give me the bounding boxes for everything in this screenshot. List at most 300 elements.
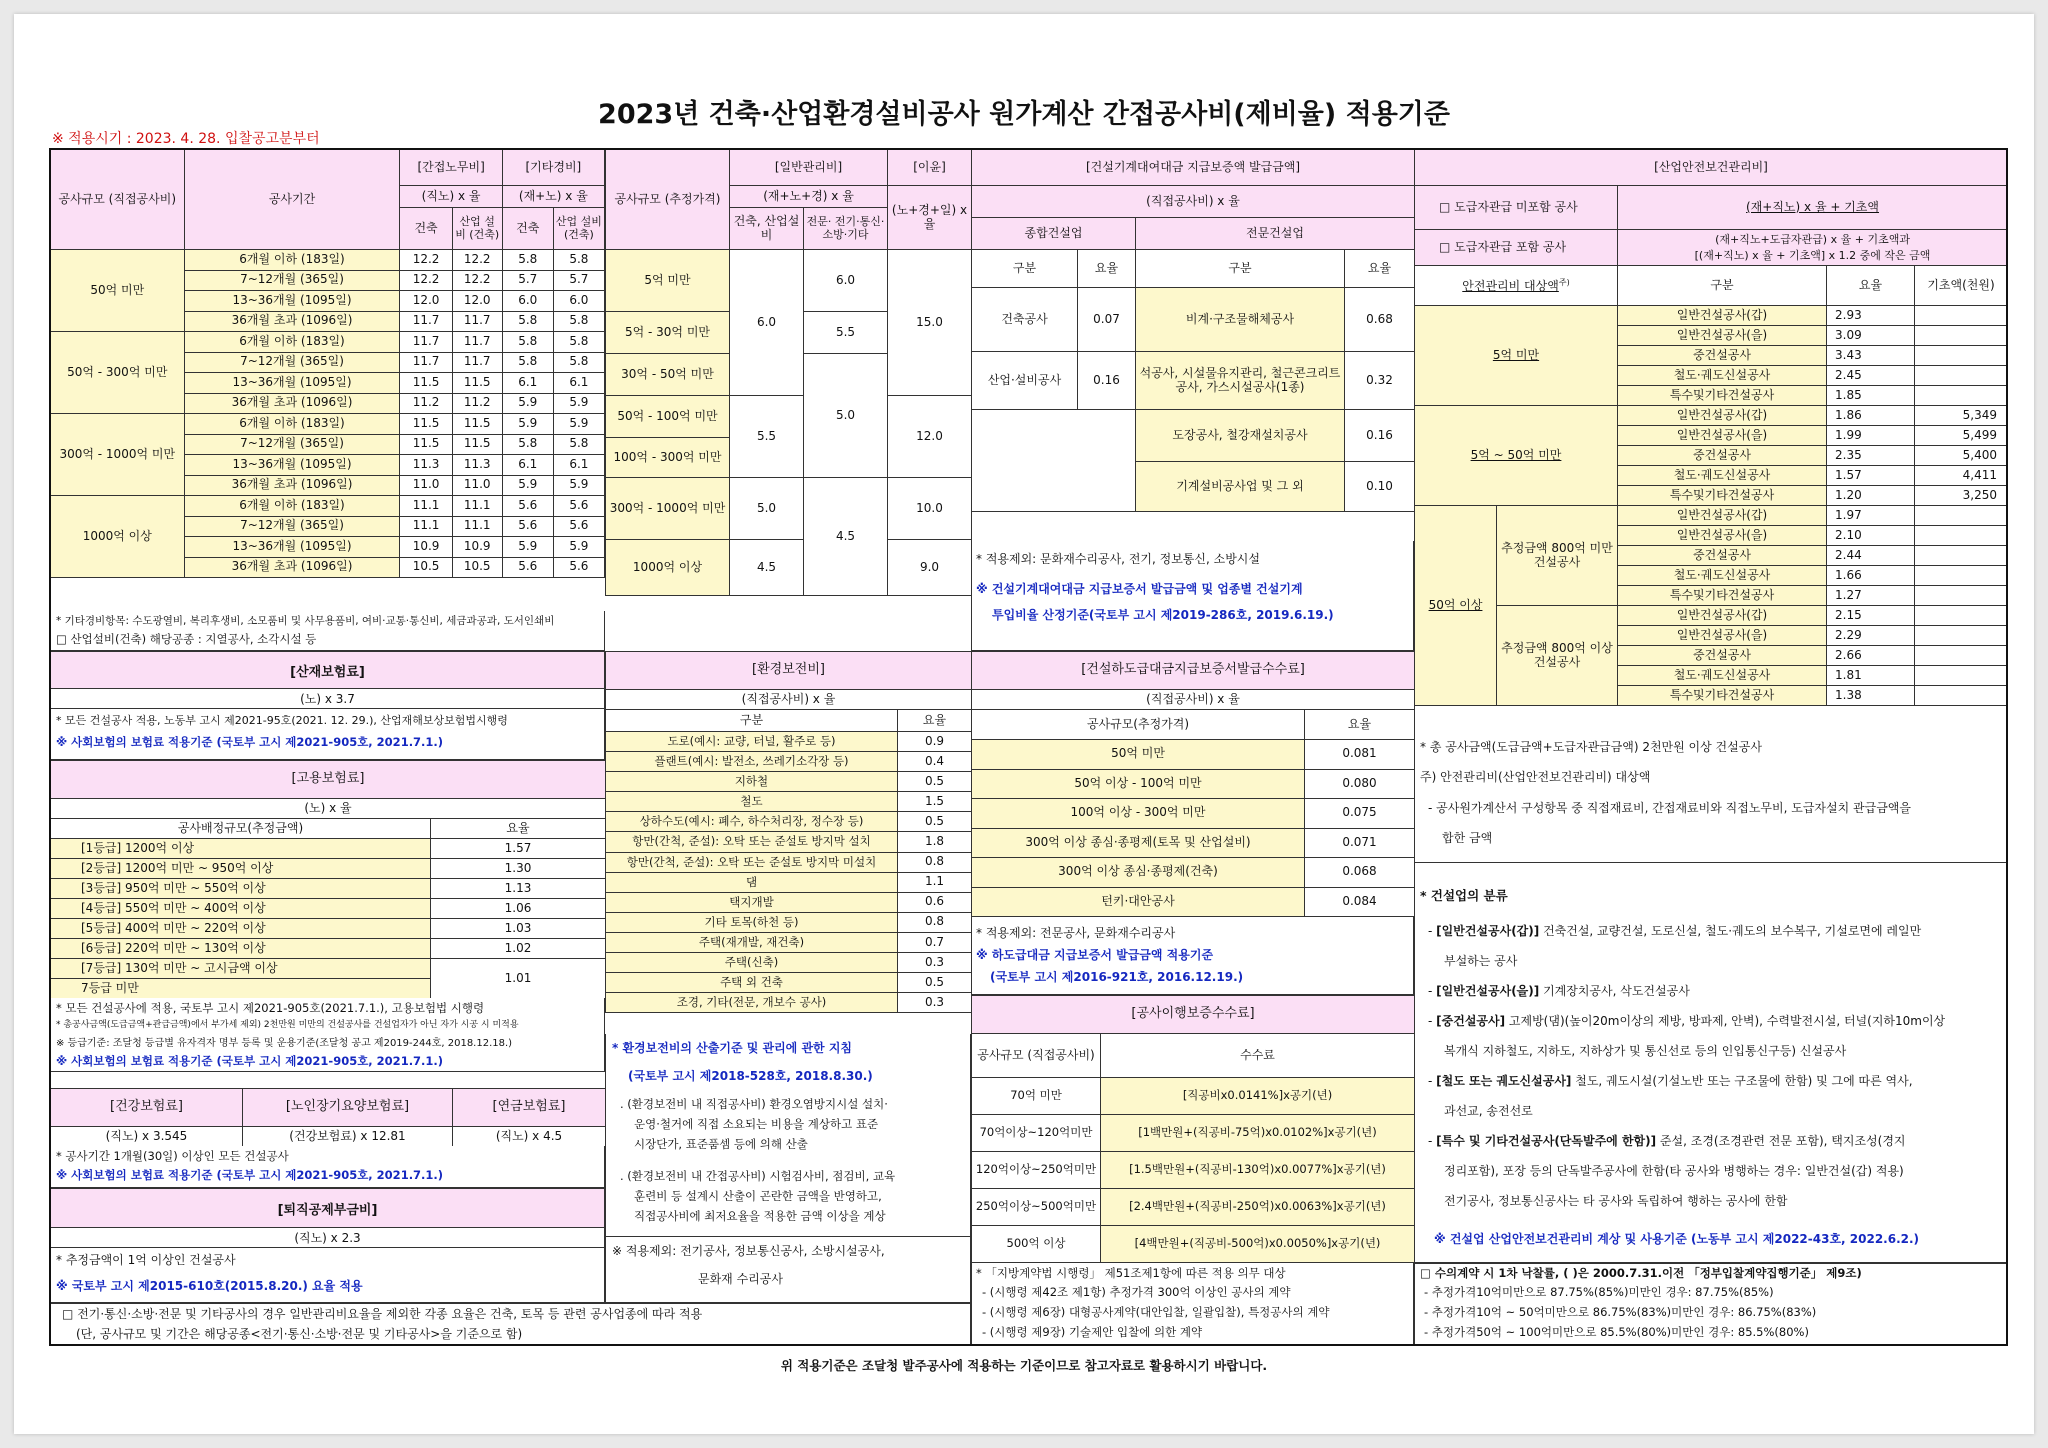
- rate-cell: 5.9: [553, 393, 604, 414]
- rate-cell: 11.1: [400, 516, 452, 537]
- sub-scale: 300억 이상 종심·종평제(토목 및 산업설비): [972, 828, 1305, 858]
- rental-spec-kind: 석공사, 시설물유지관리, 철근콘크리트공사, 가스시설공사(1종): [1136, 352, 1345, 410]
- rate-cell: 11.7: [400, 352, 452, 373]
- safety-base-empty: [1915, 566, 2008, 586]
- retirement-note-1: * 추정금액이 1억 이상인 건설공사: [56, 1253, 236, 1267]
- profit-val: 15.0: [888, 250, 972, 396]
- employment-grade: [7등급] 130억 미만 ~ 고시금액 이상: [51, 959, 431, 979]
- rental-spec-rate: 0.16: [1345, 410, 1415, 462]
- classification-note: ※ 건설업 산업안전보건관리비 계상 및 사용기준 (노동부 고시 제2022-43호, 2022.6.2.): [1434, 1232, 1920, 1246]
- env-kind: 주택 외 건축: [606, 973, 898, 993]
- classification-item: - [일반건설공사(을)] 기계장치공사, 삭도건설공사: [1428, 984, 1690, 998]
- health-note-2: ※ 사회보험의 보험료 적용기준 (국토부 고시 제2021-905호, 2021.7.1.): [56, 1168, 444, 1182]
- safety-kind: 중건설공사: [1618, 346, 1827, 366]
- gm-scale: 5억 미만: [606, 250, 730, 312]
- employment-h-rate: 요율: [431, 819, 606, 839]
- period-cell: 7~12개월 (365일): [184, 352, 400, 373]
- health-pension-table: [50, 1088, 606, 1147]
- period-cell: 7~12개월 (365일): [184, 516, 400, 537]
- safety-base-empty: [1915, 346, 2008, 366]
- period-cell: 36개월 초과 (1096일): [184, 393, 400, 414]
- period-cell: 7~12개월 (365일): [184, 270, 400, 291]
- classification-heading: [일반건설공사(을)]: [1436, 984, 1540, 998]
- safety-kind: 철도·궤도신설공사: [1618, 566, 1827, 586]
- env-rate: 0.5: [898, 973, 972, 993]
- rate-cell: 12.0: [400, 291, 452, 312]
- safety-rate: 2.93: [1827, 306, 1915, 326]
- perf-h-fee: 수수료: [1101, 1034, 1415, 1078]
- scale-group: 50억 - 300억 미만: [51, 332, 185, 414]
- safety-kind: 일반건설공사(갑): [1618, 406, 1827, 426]
- rate-cell: 5.8: [553, 332, 604, 353]
- safety-kind: 중건설공사: [1618, 646, 1827, 666]
- safety-h-target: 안전관리비 대상액$^{주)}$: [1415, 266, 1618, 306]
- env-kind: 기타 토목(하천 등): [606, 912, 898, 932]
- rental-spec-kind: 기계설비공사업 및 그 외: [1136, 462, 1345, 512]
- safety-rate: 3.43: [1827, 346, 1915, 366]
- employment-insurance-table: [50, 760, 606, 999]
- retirement-title: [퇴직공제부금비]: [50, 1188, 605, 1228]
- gm-scale: 50억 - 100억 미만: [606, 396, 730, 438]
- safety-rate: 1.27: [1827, 586, 1915, 606]
- sub-rate: 0.071: [1305, 828, 1415, 858]
- rate-cell: 5.9: [553, 414, 604, 435]
- perf-fee: [4백만원+(직공비-500억)x0.0050%]x공기(년): [1101, 1226, 1415, 1263]
- safety-kind: 특수및기타건설공사: [1618, 486, 1827, 506]
- safety-rate: 3.09: [1827, 326, 1915, 346]
- rate-cell: 5.9: [553, 537, 604, 558]
- safety-case2-formula1: (재+직노+도급자관급) x 율 + 기초액과: [1715, 233, 1910, 247]
- employment-grade: [4등급] 550억 미만 ~ 400억 이상: [51, 899, 431, 919]
- pension-title: [연금보험료]: [453, 1089, 606, 1127]
- env-kind: 주택(신축): [606, 953, 898, 973]
- safety-kind: 일반건설공사(을): [1618, 326, 1827, 346]
- rate-cell: 5.7: [553, 270, 604, 291]
- rate-cell: 5.8: [553, 434, 604, 455]
- env-note-8: 직접공사비에 최저요율을 적용한 금액 이상을 계상: [634, 1209, 886, 1223]
- rate-cell: 10.9: [452, 537, 502, 558]
- env-rate: 0.8: [898, 912, 972, 932]
- safety-base-empty: [1915, 626, 2008, 646]
- gm-c2: 5.5: [804, 312, 888, 354]
- rate-cell: 5.6: [553, 496, 604, 517]
- env-note-6: . (환경보전비 내 간접공사비) 시험검사비, 점검비, 교육: [620, 1169, 896, 1183]
- rate-cell: 11.5: [452, 373, 502, 394]
- env-rate: 0.7: [898, 932, 972, 952]
- safety-note-2: 주) 안전관리비(산업안전보건관리비) 대상액: [1420, 770, 1651, 784]
- env-note-9: ※ 적용제외: 전기공사, 정보통신공사, 소방시설공사,: [612, 1244, 885, 1258]
- safety-rate: 1.57: [1827, 466, 1915, 486]
- safety-group-3: 50억 이상: [1415, 506, 1497, 706]
- classification-text: 철도, 궤도시설(기설노반 또는 구조물에 한함) 및 그에 따른 역사,: [1571, 1074, 1913, 1088]
- classification-item: - [철도 또는 궤도신설공사] 철도, 궤도시설(기설노반 또는 구조물에 한함) 및 그에 따른 역사,: [1428, 1074, 1913, 1088]
- employment-rate: 1.06: [431, 899, 606, 919]
- env-kind: 상하수도(예시: 폐수, 하수처리장, 정수장 등): [606, 812, 898, 832]
- sub-rate: 0.081: [1305, 740, 1415, 770]
- classification-title: * 건설업의 분류: [1420, 888, 1508, 903]
- safety-group-2: 5억 ~ 50억 미만: [1415, 406, 1618, 506]
- safety-note-1: * 총 공사금액(도급금액+도급자관급금액) 2천만원 이상 건설공사: [1420, 740, 1762, 754]
- safety-rate: 2.15: [1827, 606, 1915, 626]
- env-rate: 0.5: [898, 772, 972, 792]
- safety-base: 4,411: [1915, 466, 2008, 486]
- rate-cell: 5.8: [502, 311, 553, 332]
- rate-cell: 11.0: [452, 475, 502, 496]
- green-note-2: - 추정가격10억미만으로 87.75%(85%)미만인 경우: 87.75%(85%): [1424, 1285, 1774, 1299]
- env-note-3: . (환경보전비 내 직접공사비) 환경오염방지시설 설치·: [620, 1097, 888, 1111]
- safety-rate: 1.20: [1827, 486, 1915, 506]
- general-admin-table: [605, 149, 972, 596]
- classification-text-2: 복개식 지하철도, 지하도, 지하상가 및 통신선로 등의 인입통신구등) 신설공사: [1444, 1044, 1847, 1058]
- profit-formula: (노+경+일) x 율: [888, 186, 972, 250]
- sub-h-scale: 공사규모(추정가격): [972, 710, 1305, 740]
- industrial-note-2: ※ 사회보험의 보험료 적용기준 (국토부 고시 제2021-905호, 2021.7.1.): [56, 735, 444, 749]
- safety-base-empty: [1915, 526, 2008, 546]
- rate-cell: 5.8: [502, 352, 553, 373]
- period-cell: 13~36개월 (1095일): [184, 455, 400, 476]
- safety-title: [산업안전보건관리비]: [1415, 150, 2008, 186]
- document-sheet: [14, 14, 2034, 1434]
- perf-note-3: - (시행령 제6장) 대형공사계약(대안입찰, 일괄입찰), 특정공사의 계약: [982, 1305, 1330, 1319]
- profit-header: [이윤]: [888, 150, 972, 186]
- perf-fee: [직공비x0.0141%]x공기(년): [1101, 1078, 1415, 1115]
- env-rate: 0.6: [898, 892, 972, 912]
- rate-cell: 12.2: [452, 270, 502, 291]
- environment-cost-table: [605, 651, 972, 1013]
- safety-rate: 1.81: [1827, 666, 1915, 686]
- employment-h-scale: 공사배정규모(추정금액): [51, 819, 431, 839]
- safety-case1-formula: (재+직노) x 율 + 기초액: [1618, 186, 2008, 230]
- env-title: [환경보전비]: [606, 652, 972, 690]
- rate-cell: 5.8: [553, 311, 604, 332]
- env-rate: 0.5: [898, 812, 972, 832]
- env-rate: 0.9: [898, 732, 972, 752]
- rate-cell: 11.7: [452, 311, 502, 332]
- period-cell: 6개월 이하 (183일): [184, 250, 400, 271]
- employment-rate: 1.30: [431, 859, 606, 879]
- rate-cell: 6.1: [502, 373, 553, 394]
- safety-rate: 1.99: [1827, 426, 1915, 446]
- sub-title: [건설하도급대금지급보증서발급수수료]: [972, 652, 1415, 690]
- safety-h-rate: 요율: [1827, 266, 1915, 306]
- health-title: [건강보험료]: [51, 1089, 243, 1127]
- safety-base-empty: [1915, 386, 2008, 406]
- safety-base-empty: [1915, 306, 2008, 326]
- gm-c2: 6.0: [804, 250, 888, 312]
- employment-rate: 1.02: [431, 939, 606, 959]
- rental-gen-kind: 건축공사: [972, 288, 1078, 352]
- classification-text: 준설, 조경(조경관련 전문 포함), 택지조성(경지: [1656, 1134, 1906, 1148]
- rate-cell: 5.8: [553, 352, 604, 373]
- perf-fee: [1.5백만원+(직공비-130억)x0.0077%]x공기(년): [1101, 1152, 1415, 1189]
- safety-rate: 1.66: [1827, 566, 1915, 586]
- period-cell: 36개월 초과 (1096일): [184, 475, 400, 496]
- rate-cell: 11.5: [400, 434, 452, 455]
- sub-rate: 0.068: [1305, 858, 1415, 888]
- classification-heading: [철도 또는 궤도신설공사]: [1436, 1074, 1572, 1088]
- equipment-rental-table: [971, 149, 1415, 512]
- green-note-1: □ 수의계약 시 1차 낙찰률, ( )은 2000.7.31.이전 「정부입찰계약집행기준」 제9조): [1420, 1266, 1862, 1280]
- rental-spec-rate: 0.32: [1345, 352, 1415, 410]
- rate-cell: 6.0: [502, 291, 553, 312]
- rate-cell: 5.7: [502, 270, 553, 291]
- safety-base-empty: [1915, 646, 2008, 666]
- safety-kind: 일반건설공사(갑): [1618, 506, 1827, 526]
- safety-kind: 철도·궤도신설공사: [1618, 466, 1827, 486]
- rate-cell: 5.8: [502, 250, 553, 271]
- labor-formula: (직노) x 율: [400, 186, 502, 208]
- sub-scale: 50억 미만: [972, 740, 1305, 770]
- classification-heading: [일반건설공사(갑)]: [1436, 924, 1540, 938]
- employment-note-1: * 모든 건설공사에 적용, 국토부 고시 제2021-905호(2021.7.1.), 고용보험법 시행령: [56, 1001, 485, 1015]
- safety-base: 3,250: [1915, 486, 2008, 506]
- safety-kind: 일반건설공사(을): [1618, 526, 1827, 546]
- retirement-formula: (직노) x 2.3: [50, 1228, 605, 1248]
- safety-rate: 1.86: [1827, 406, 1915, 426]
- bottom-note-1: □ 전기·통신·소방·전문 및 기타공사의 경우 일반관리비요율을 제외한 각종 요율은 건축, 토목 등 관련 공사업종에 따라 적용: [62, 1307, 703, 1321]
- safety-base-empty: [1915, 506, 2008, 526]
- gm-col2: 전문· 전기·통신· 소방·기타: [804, 208, 888, 250]
- scale-group: 50억 미만: [51, 250, 185, 332]
- rate-cell: 5.8: [553, 250, 604, 271]
- env-kind: 도로(예시: 교량, 터널, 활주로 등): [606, 732, 898, 752]
- classification-item: - [중건설공사] 고제방(댐)(높이20m이상의 제방, 방파제, 안벽), 수력발전시설, 터널(지하10m이상: [1428, 1014, 1946, 1028]
- safety-base-empty: [1915, 326, 2008, 346]
- env-note-2: (국토부 고시 제2018-528호, 2018.8.30.): [628, 1069, 873, 1083]
- sub-note-1: * 적용제외: 전문공사, 문화재수리공사: [976, 926, 1176, 940]
- classification-item: - [일반건설공사(갑)] 건축건설, 교량건설, 도로신설, 철도·궤도의 보수복구, 기설로면에 레일만: [1428, 924, 1922, 938]
- rental-h-rate: 요율: [1078, 250, 1136, 288]
- rate-cell: 11.5: [452, 414, 502, 435]
- rental-spec-rate: 0.10: [1345, 462, 1415, 512]
- env-rate: 1.5: [898, 792, 972, 812]
- env-kind: 항만(간척, 준설): 오탁 또는 준설토 방지막 설치: [606, 832, 898, 852]
- employment-note-2: * 총공사금액(도급금액+관급금액)에서 부가세 제외) 2천만원 미만의 건설공사를 건설업자가 아닌 자가 시공 시 미적용: [56, 1020, 519, 1030]
- period-cell: 13~36개월 (1095일): [184, 537, 400, 558]
- sub-rate: 0.075: [1305, 799, 1415, 829]
- sub-scale: 300억 이상 종심·종평제(건축): [972, 858, 1305, 888]
- employment-grade: [5등급] 400억 미만 ~ 220억 이상: [51, 919, 431, 939]
- safety-case2: □ 도급자관급 포함 공사: [1415, 230, 1618, 266]
- rental-spec-kind: 도장공사, 철강재설치공사: [1136, 410, 1345, 462]
- gm-c2: 5.0: [804, 354, 888, 478]
- period-cell: 6개월 이하 (183일): [184, 496, 400, 517]
- env-note-5: 시장단가, 표준품셈 등에 의해 산출: [634, 1137, 808, 1151]
- env-kind: 플랜트(예시: 발전소, 쓰레기소각장 등): [606, 752, 898, 772]
- classification-text-2: 정리포함), 포장 등의 단독발주공사에 한함(타 공사와 병행하는 경우: 일반건설(갑) 적용): [1444, 1164, 1904, 1178]
- rate-cell: 5.9: [502, 475, 553, 496]
- safety-h-target-label: 안전관리비 대상액: [1462, 278, 1559, 293]
- retirement-note-2: ※ 국토부 고시 제2015-610호(2015.8.20.) 요율 적용: [56, 1279, 363, 1293]
- col-ind: 산업 설비 (건축): [452, 208, 502, 250]
- perf-scale: 500억 이상: [972, 1226, 1101, 1263]
- rate-cell: 5.6: [553, 516, 604, 537]
- rental-spec-header: 전문건설업: [1136, 218, 1415, 250]
- period-cell: 6개월 이하 (183일): [184, 414, 400, 435]
- sub-note-3: (국토부 고시 제2016-921호, 2016.12.19.): [990, 970, 1244, 984]
- classification-text: 고제방(댐)(높이20m이상의 제방, 방파제, 안벽), 수력발전시설, 터널(지하10m이상: [1505, 1014, 1946, 1028]
- rate-cell: 5.8: [502, 332, 553, 353]
- col-ind2: 산업 설비 (건축): [553, 208, 604, 250]
- rate-cell: 11.3: [452, 455, 502, 476]
- etc-formula: (재+노) x 율: [502, 186, 604, 208]
- rate-cell: 11.5: [400, 373, 452, 394]
- employment-grade: [2등급] 1200억 미만 ~ 950억 이상: [51, 859, 431, 879]
- profit-val: 10.0: [888, 478, 972, 540]
- page-title: 2023년 건축·산업환경설비공사 원가계산 간접공사비(제비율) 적용기준: [598, 99, 1450, 130]
- classification-text-2: 과선교, 송전선로: [1444, 1104, 1533, 1118]
- env-h-kind: 구분: [606, 710, 898, 732]
- header-scale: 공사규모 (직접공사비): [51, 150, 185, 250]
- safety-kind: 중건설공사: [1618, 546, 1827, 566]
- rental-gen-kind: 산업·설비공사: [972, 352, 1078, 410]
- rate-cell: 5.6: [502, 496, 553, 517]
- perf-scale: 250억이상~500억미만: [972, 1189, 1101, 1226]
- rate-cell: 5.6: [502, 557, 553, 578]
- perf-h-scale: 공사규모 (직접공사비): [972, 1034, 1101, 1078]
- rate-cell: 11.2: [452, 393, 502, 414]
- rate-cell: 11.2: [400, 393, 452, 414]
- safety-note-4: 합한 금액: [1442, 831, 1493, 845]
- period-cell: 6개월 이하 (183일): [184, 332, 400, 353]
- green-note-4: - 추정가격50억 ~ 100억미만으로 85.5%(80%)미만인 경우: 85.5%(80%): [1424, 1325, 1809, 1339]
- employment-rate: 1.01: [431, 959, 606, 999]
- employment-rate: 1.13: [431, 879, 606, 899]
- gm-scale: 300억 - 1000억 미만: [606, 478, 730, 540]
- safety-h-base: 기초액(천원): [1915, 266, 2008, 306]
- env-rate: 0.3: [898, 953, 972, 973]
- sub-scale: 턴키·대안공사: [972, 887, 1305, 917]
- rate-cell: 6.1: [502, 455, 553, 476]
- care-title: [노인장기요양보험료]: [243, 1089, 453, 1127]
- env-h-rate: 요율: [898, 710, 972, 732]
- rate-cell: 10.9: [400, 537, 452, 558]
- perf-note-1: * 「지방계약법 시행령」 제51조제1항에 따른 적용 의무 대상: [976, 1266, 1286, 1280]
- safety-kind: 중건설공사: [1618, 446, 1827, 466]
- performance-fee-table: [971, 995, 1415, 1263]
- application-period: ※ 적용시기 : 2023. 4. 28. 입찰공고분부터: [52, 131, 320, 147]
- rental-h-kind2: 구분: [1136, 250, 1345, 288]
- perf-scale: 70억이상~120억미만: [972, 1115, 1101, 1152]
- safety-rate: 2.44: [1827, 546, 1915, 566]
- sub-scale: 50억 이상 - 100억 미만: [972, 769, 1305, 799]
- env-kind: 항만(간척, 준설): 오탁 또는 준설토 방지막 미설치: [606, 852, 898, 872]
- safety-kind: 철도·궤도신설공사: [1618, 366, 1827, 386]
- rate-cell: 6.1: [553, 455, 604, 476]
- bottom-note-2: (단, 공사규모 및 기간은 해당공종<전기·통신·소방·전문 및 기타공사>을 기준으로 함): [76, 1327, 523, 1341]
- safety-base-empty: [1915, 366, 2008, 386]
- header-period: 공사기간: [184, 150, 400, 250]
- care-formula: (건강보험료) x 12.81: [243, 1127, 453, 1147]
- col-arch: 건축: [400, 208, 452, 250]
- safety-base: 5,499: [1915, 426, 2008, 446]
- sub-rate: 0.080: [1305, 769, 1415, 799]
- env-rate: 0.3: [898, 993, 972, 1013]
- safety-base-empty: [1915, 586, 2008, 606]
- rate-cell: 11.5: [400, 414, 452, 435]
- perf-title: [공사이행보증수수료]: [972, 996, 1415, 1034]
- pension-formula: (직노) x 4.5: [453, 1127, 606, 1147]
- health-note-1: * 공사기간 1개월(30일) 이상인 모든 건설공사: [56, 1149, 289, 1163]
- perf-fee: [2.4백만원+(직공비-250억)x0.0063%]x공기(년): [1101, 1189, 1415, 1226]
- subcontract-fee-table: [971, 651, 1415, 917]
- rate-cell: 5.9: [502, 414, 553, 435]
- env-rate: 0.4: [898, 752, 972, 772]
- gm-c1: 5.0: [730, 478, 804, 540]
- env-formula: (직접공사비) x 율: [606, 690, 972, 710]
- period-cell: 7~12개월 (365일): [184, 434, 400, 455]
- rate-cell: 12.2: [400, 270, 452, 291]
- gm-scale: 30억 - 50억 미만: [606, 354, 730, 396]
- period-cell: 13~36개월 (1095일): [184, 373, 400, 394]
- rate-cell: 5.6: [502, 516, 553, 537]
- safety-kind: 일반건설공사(을): [1618, 626, 1827, 646]
- gm-c1: 5.5: [730, 396, 804, 478]
- env-note-7: 훈련비 등 설계시 산출이 곤란한 금액을 반영하고,: [634, 1189, 882, 1203]
- safety-base-empty: [1915, 546, 2008, 566]
- safety-base-empty: [1915, 606, 2008, 626]
- safety-kind: 특수및기타건설공사: [1618, 386, 1827, 406]
- period-cell: 36개월 초과 (1096일): [184, 311, 400, 332]
- health-formula: (직노) x 3.545: [51, 1127, 243, 1147]
- header-etc: [기타경비]: [502, 150, 604, 186]
- industrial-insurance-title: [산재보험료]: [50, 651, 605, 689]
- safety-kind: 일반건설공사(갑): [1618, 606, 1827, 626]
- safety-base-empty: [1915, 666, 2008, 686]
- employment-formula: (노) x 율: [51, 799, 606, 819]
- env-rate: 1.8: [898, 832, 972, 852]
- safety-rate: 2.35: [1827, 446, 1915, 466]
- rate-cell: 11.7: [400, 332, 452, 353]
- rate-cell: 11.7: [400, 311, 452, 332]
- env-kind: 댐: [606, 872, 898, 892]
- header-labor: [간접노무비]: [400, 150, 502, 186]
- rate-cell: 5.8: [502, 434, 553, 455]
- rate-cell: 12.2: [452, 250, 502, 271]
- scale-group: 300억 - 1000억 미만: [51, 414, 185, 496]
- rental-note-1: * 적용제외: 문화재수리공사, 전기, 정보통신, 소방시설: [976, 552, 1260, 566]
- perf-scale: 120억이상~250억미만: [972, 1152, 1101, 1189]
- perf-note-2: - (시행령 제42조 제1항) 추정가격 300억 이상인 공사의 계약: [982, 1285, 1291, 1299]
- env-note-10: 문화재 수리공사: [698, 1272, 783, 1286]
- gm-c1: 4.5: [730, 540, 804, 596]
- rate-cell: 11.7: [452, 352, 502, 373]
- env-rate: 0.8: [898, 852, 972, 872]
- safety-rate: 2.66: [1827, 646, 1915, 666]
- rate-cell: 6.0: [553, 291, 604, 312]
- rental-gen-header: 종합건설업: [972, 218, 1136, 250]
- safety-cost-table: [1414, 149, 2008, 706]
- classification-text-3: 전기공사, 정보통신공사는 타 공사와 독립하여 행하는 공사에 한함: [1444, 1194, 1788, 1208]
- classification-text: 건축건설, 교량건설, 도로신설, 철도·궤도의 보수복구, 기설로면에 레일만: [1539, 924, 1922, 938]
- gm-scale: 100억 - 300억 미만: [606, 438, 730, 478]
- industrial-insurance-formula: (노) x 3.7: [50, 689, 605, 709]
- env-rate: 1.1: [898, 872, 972, 892]
- safety-rate: 1.38: [1827, 686, 1915, 706]
- scale-group: 1000억 이상: [51, 496, 185, 578]
- safety-rate: 1.85: [1827, 386, 1915, 406]
- safety-rate: 2.10: [1827, 526, 1915, 546]
- safety-rate: 2.29: [1827, 626, 1915, 646]
- safety-kind: 일반건설공사(갑): [1618, 306, 1827, 326]
- footer-note: 위 적용기준은 조달청 발주공사에 적용하는 기준이므로 참고자료로 활용하시기 바랍니다.: [780, 1358, 1268, 1373]
- rental-gen-rate: 0.16: [1078, 352, 1136, 410]
- safety-kind: 일반건설공사(을): [1618, 426, 1827, 446]
- safety-note-3: - 공사원가계산서 구성항목 중 직접재료비, 간접재료비와 직접노무비, 도급자설치 관급금액을: [1428, 801, 1911, 815]
- sub-scale: 100억 이상 - 300억 미만: [972, 799, 1305, 829]
- safety-kind: 철도·궤도신설공사: [1618, 666, 1827, 686]
- sub-note-2: ※ 하도급대금 지급보증서 발급금액 적용기준: [976, 948, 1214, 962]
